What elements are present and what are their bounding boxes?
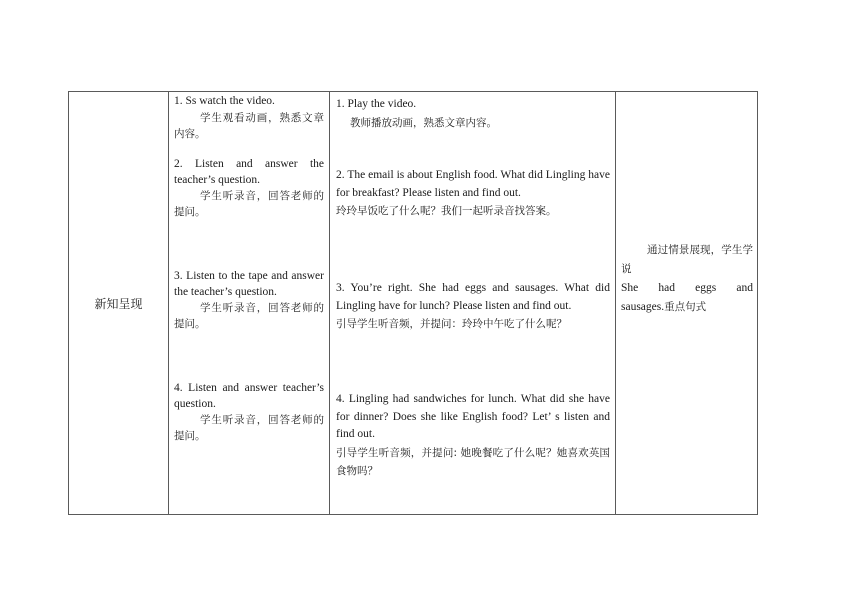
lesson-plan-table	[68, 91, 758, 515]
student-activity-note: 学生听录音，回答老师的提问。	[174, 414, 324, 442]
teacher-activity-2	[336, 167, 610, 220]
design-intent-sentence: sausages.	[621, 301, 665, 313]
design-intent-line: She had eggs and	[621, 282, 753, 294]
table-row	[69, 92, 758, 515]
teacher-activity-3	[336, 280, 610, 333]
teacher-activity-text: 2. The email is about English food. What did Lingling have for breakfast? Please listen and find out.	[336, 169, 610, 199]
student-activity-text: 1. Ss watch the video.	[174, 95, 275, 107]
teacher-activity-note: 引导学生听音频，并提问：玲玲中午吃了什么呢？	[336, 318, 567, 330]
design-intent-line: 通过情景展现，学生学说	[621, 244, 753, 275]
student-activity-text: 2. Listen and answer the teacher’s question.	[174, 158, 324, 186]
student-activity-cell	[169, 92, 330, 515]
student-activity-2	[174, 157, 324, 220]
teacher-activity-text: 4. Lingling had sandwiches for lunch. What did she have for dinner? Does she like English food? Let’ s listen and find out.	[336, 393, 610, 440]
design-intent-line	[621, 298, 753, 317]
student-activity-1	[174, 94, 324, 142]
design-intent-cell	[616, 92, 758, 515]
student-activity-note: 学生观看动画，熟悉文章内容。	[174, 111, 324, 140]
teacher-activity-note: 玲玲早饭吃了什么呢？我们一起听录音找答案。	[336, 205, 557, 217]
teacher-activity-note: 教师播放动画，熟悉文章内容。	[350, 116, 497, 129]
design-intent	[621, 241, 753, 317]
student-activity-text: 4. Listen and answer teacher’s question.	[174, 382, 324, 410]
teacher-activity-text: 3. You’re right. She had eggs and sausages. What did Lingling have for lunch? Please listen and find out.	[336, 282, 610, 312]
student-activity-4	[174, 381, 324, 444]
student-activity-text: 3. Listen to the tape and answer the teacher’s question.	[174, 270, 324, 298]
teacher-activity-cell	[330, 92, 616, 515]
teacher-activity-4	[336, 391, 610, 480]
design-intent-label: 重点句式	[664, 301, 707, 313]
teacher-activity-1	[336, 96, 610, 132]
student-activity-note: 学生听录音，回答老师的提问。	[174, 302, 324, 330]
stage-label: 新知呈现	[94, 296, 143, 311]
student-activity-3	[174, 269, 324, 332]
teacher-activity-note: 引导学生听音频，并提问: 她晚餐吃了什么呢？她喜欢英国食物吗？	[336, 446, 610, 477]
teacher-activity-text: 1. Play the video.	[336, 98, 417, 110]
student-activity-note: 学生听录音，回答老师的提问。	[174, 190, 324, 218]
stage-cell	[69, 92, 169, 515]
